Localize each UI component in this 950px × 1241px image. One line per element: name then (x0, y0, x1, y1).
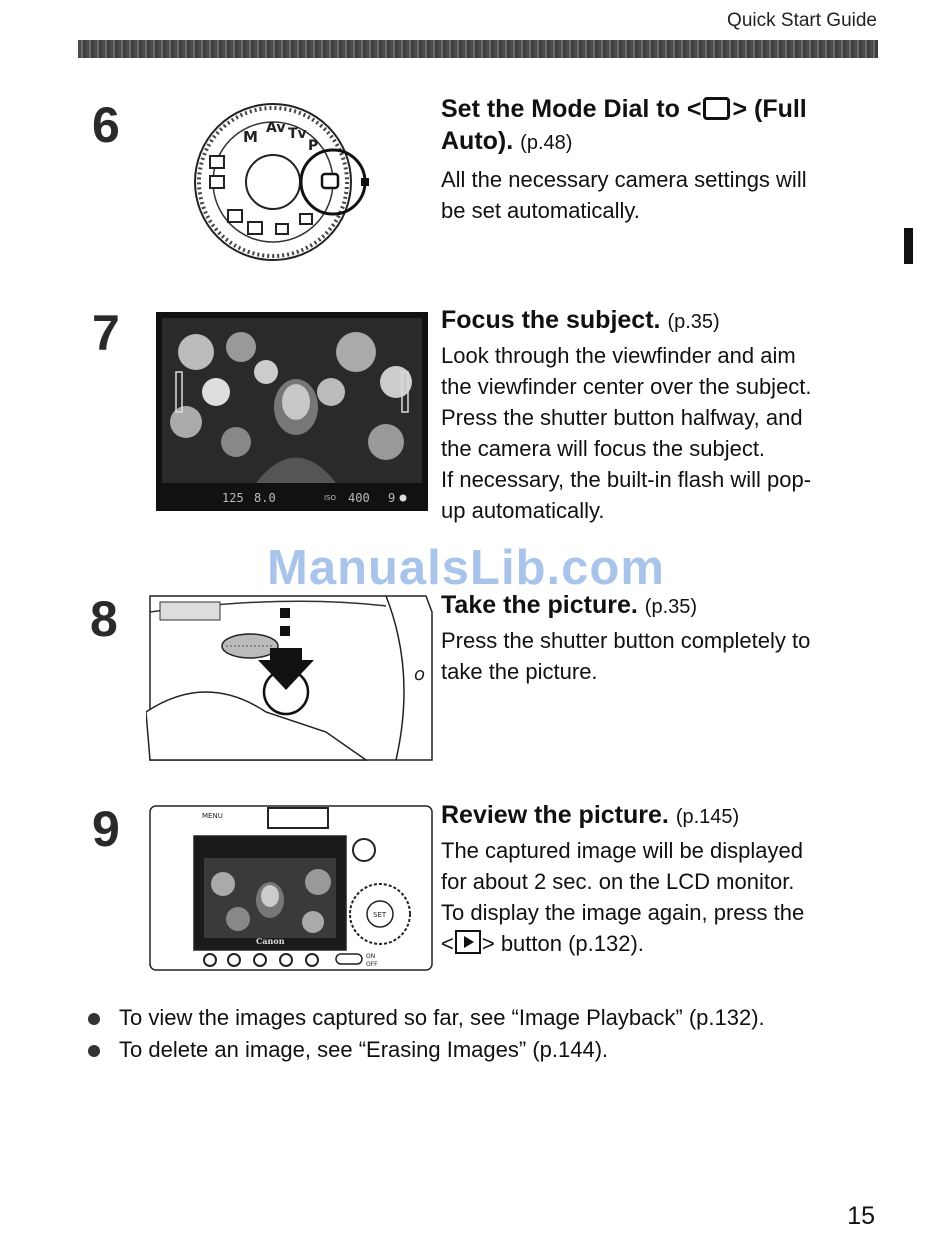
step-7-title: Focus the subject. (p.35) (441, 306, 720, 334)
set-button-label: SET (373, 911, 387, 919)
step-9-title: Review the picture. (p.145) (441, 801, 740, 829)
step-6-body: All the necessary camera settings will be set automatically. (441, 167, 807, 223)
list-item: To view the images captured so far, see “Image Playback” (p.132). (88, 1002, 765, 1034)
brand-label: Canon (256, 936, 285, 946)
svg-text:M: M (243, 128, 258, 146)
notes-list (88, 1002, 765, 1066)
iso-readout: 400 (348, 491, 370, 505)
playback-button-icon (455, 930, 481, 954)
aperture-readout: 8.0 (254, 491, 276, 505)
shutter-press-illustration (146, 592, 436, 762)
svg-text:Av: Av (266, 120, 286, 136)
step-number-6: 6 (92, 97, 120, 153)
watermark: ManualsLib.com (267, 541, 665, 595)
page-number: 15 (847, 1202, 875, 1230)
power-off-label: OFF (366, 961, 378, 968)
header-bar (78, 40, 878, 58)
svg-text:P: P (308, 138, 319, 154)
viewfinder-illustration (156, 312, 428, 511)
side-tab-mark (904, 228, 913, 264)
step-8-title: Take the picture. (p.35) (441, 591, 698, 619)
power-on-label: ON (366, 953, 376, 960)
step-7-body: Look through the viewfinder and aim the viewfinder center over the subject. Press the shutter button halfway, and the camera will focus the subject. If necessary, the built-in flash will pop- up automatically. (441, 343, 812, 523)
shutter-speed-readout: 125 (222, 491, 244, 505)
step-number-7: 7 (92, 305, 120, 361)
menu-button-label: MENU (202, 812, 223, 820)
iso-label: ISO (324, 494, 337, 502)
shots-readout: 9 (388, 491, 396, 505)
full-auto-mode-icon (703, 97, 730, 120)
list-item: To delete an image, see “Erasing Images” (p.144). (88, 1034, 765, 1066)
step-8-body: Press the shutter button completely to take the picture. (441, 628, 811, 684)
step-number-9: 9 (92, 801, 120, 857)
lcd-review-illustration (148, 804, 434, 972)
step-9-body: The captured image will be displayed for about 2 sec. on the LCD monitor. To display the image again, press the < > button (p.132). (441, 838, 805, 956)
svg-text:Tv: Tv (288, 126, 307, 142)
mode-dial-illustration (188, 100, 388, 265)
svg-text:o: o (414, 664, 426, 685)
step-number-8: 8 (90, 591, 118, 647)
step-6-title: Set the Mode Dial to < > (Full Auto). (p.48) (441, 95, 807, 155)
header-title: Quick Start Guide (727, 10, 877, 31)
